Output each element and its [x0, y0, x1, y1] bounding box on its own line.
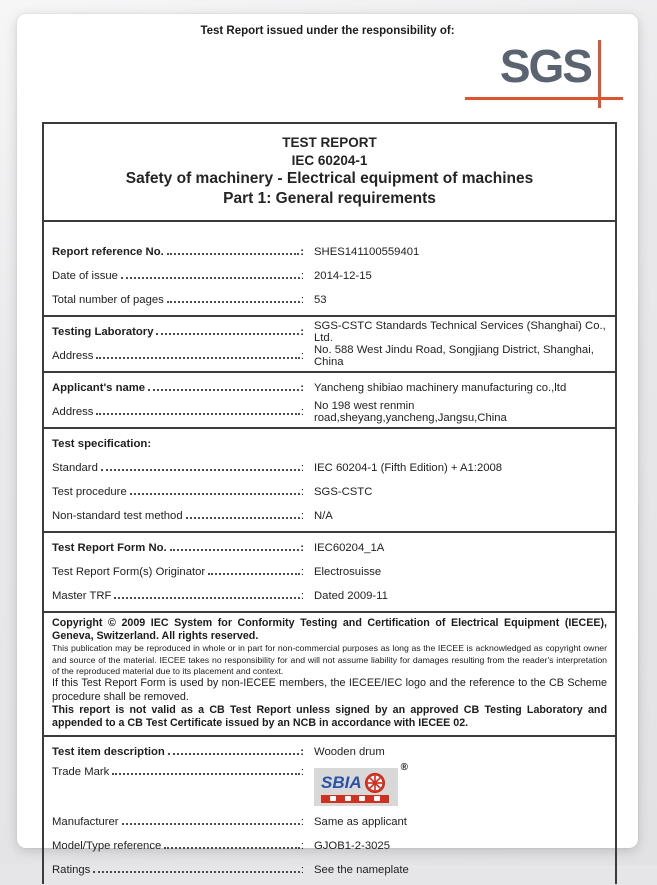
trademark-banner: [321, 795, 389, 803]
colon: :: [300, 462, 304, 475]
report-field-row: [52, 740, 607, 764]
field-value: N/A: [314, 510, 333, 523]
colon: :: [300, 765, 304, 778]
report-field-row: [52, 376, 607, 400]
section-testing-laboratory: [44, 315, 615, 371]
dot-leader: [156, 333, 299, 335]
dot-leader: [101, 469, 300, 471]
section-report-reference: [44, 220, 615, 315]
copyright-paragraph: If this Test Report Form is used by non-IECEE members, the IECEE/IEC logo and the reference to the CB Scheme procedure shall be removed.: [52, 677, 607, 703]
document-page: [17, 14, 638, 876]
title-line: IEC 60204-1: [291, 152, 368, 168]
section-test-specification: [44, 427, 615, 531]
report-field-row: [52, 761, 607, 810]
field-label-text: Applicant's name: [52, 382, 146, 395]
colon: :: [300, 486, 304, 499]
field-label: [52, 326, 304, 338]
sgs-logo: [463, 40, 623, 112]
colon: :: [300, 510, 304, 523]
colon: :: [300, 326, 304, 339]
field-value: 2014-12-15: [314, 270, 372, 283]
report-field-row: [52, 320, 607, 344]
field-label-text: Test procedure: [52, 486, 127, 499]
field-value: IEC 60204-1 (Fifth Edition) + A1:2008: [314, 462, 503, 475]
field-label: [52, 542, 304, 554]
field-label: [52, 486, 304, 498]
report-field-row: [52, 834, 607, 858]
colon: :: [300, 246, 304, 259]
colon: :: [300, 382, 304, 395]
field-value: 53: [314, 294, 327, 307]
field-value: Yancheng shibiao machinery manufacturing co.,ltd: [314, 382, 567, 395]
section-test-report-form: [44, 531, 615, 611]
dot-leader: [96, 413, 299, 415]
report-field-row: [52, 288, 607, 312]
field-label-text: Address: [52, 350, 94, 363]
banner-glyph: [345, 796, 351, 801]
field-label-text: Master TRF: [52, 590, 112, 603]
field-label-text: Model/Type reference: [52, 839, 162, 852]
colon: :: [300, 566, 304, 579]
field-value: Dated 2009-11: [314, 590, 388, 603]
colon: :: [300, 863, 304, 876]
title-line: Safety of machinery - Electrical equipment of machines: [125, 170, 534, 188]
colon: :: [300, 839, 304, 852]
report-field-row: [52, 240, 607, 264]
dot-leader: [122, 823, 300, 825]
field-label-text: Trade Mark: [52, 765, 110, 778]
field-value: GJOB1-2-3025: [314, 839, 390, 852]
field-value: No 198 west renmin road,sheyang,yancheng,Jangsu,China: [314, 400, 507, 425]
banner-glyph: [330, 796, 336, 801]
dot-leader: [168, 753, 299, 755]
field-value: Same as applicant: [314, 815, 407, 828]
colon: :: [300, 590, 304, 603]
field-label: [52, 816, 304, 828]
colon: :: [300, 542, 304, 555]
dot-leader: [148, 389, 299, 391]
dot-leader: [96, 357, 299, 359]
field-label-text: Testing Laboratory: [52, 326, 154, 339]
dot-leader: [130, 493, 300, 495]
trademark-text: SBIA: [321, 773, 362, 793]
field-label: [52, 462, 304, 474]
copyright-paragraph: This report is not valid as a CB Test Report unless signed by an approved CB Testing Laboratory and appended to a CB Test Certificate issued by an NCB in accordance with IECEE 02.: [52, 703, 607, 729]
field-value: SHES141100559401: [314, 246, 420, 259]
banner-glyph: [374, 796, 380, 801]
report-table: [42, 122, 617, 884]
field-value: Wooden drum: [314, 745, 385, 758]
section-heading: [52, 432, 607, 456]
dot-leader: [167, 253, 299, 255]
field-label-text: Address: [52, 406, 94, 419]
banner-glyph: [359, 796, 365, 801]
field-label-text: Total number of pages: [52, 294, 164, 307]
colon: :: [300, 294, 304, 307]
field-label-text: Test item description: [52, 745, 165, 758]
field-value: Electrosuisse: [314, 566, 382, 579]
colon: :: [300, 270, 304, 283]
report-table-body: [44, 220, 615, 884]
colon: :: [300, 815, 304, 828]
report-field-row: [52, 480, 607, 504]
field-label: [52, 864, 304, 876]
report-field-row: [52, 584, 607, 608]
copyright-paragraph: Copyright © 2009 IEC System for Conformity Testing and Certification of Electrical Equipment (IECEE), Geneva, Switzerland. All rights reserved.: [52, 617, 607, 643]
report-field-row: [52, 504, 607, 528]
field-label-text: Date of issue: [52, 270, 118, 283]
field-label: [52, 566, 304, 578]
field-label-text: Non-standard test method: [52, 510, 183, 523]
report-field-row: [52, 456, 607, 480]
sgs-logo-text: SGS: [499, 40, 591, 92]
field-label: [52, 840, 304, 852]
dot-leader: [208, 573, 300, 575]
title-line: Part 1: General requirements: [223, 190, 436, 208]
registered-mark: ®: [400, 761, 408, 773]
field-value: [304, 761, 607, 806]
field-label: [52, 766, 304, 778]
field-label: [52, 294, 304, 306]
report-field-row: [52, 264, 607, 288]
dot-leader: [93, 871, 300, 873]
report-field-row: [52, 858, 607, 882]
dot-leader: [114, 597, 299, 599]
colon: :: [300, 745, 304, 758]
field-label: [52, 746, 304, 758]
field-label: [52, 246, 304, 258]
section-heading-label: Test specification:: [52, 438, 152, 451]
field-value: SGS-CSTC: [314, 486, 373, 499]
section-applicant: [44, 371, 615, 427]
field-label: [52, 510, 304, 522]
header-note: Test Report issued under the responsibility of:: [200, 25, 455, 37]
colon: :: [300, 406, 304, 419]
report-field-row: [52, 536, 607, 560]
dot-leader: [164, 847, 300, 849]
field-label-text: Standard: [52, 462, 98, 475]
field-value: No. 588 West Jindu Road, Songjiang District, Shanghai, China: [314, 344, 594, 369]
field-label: [52, 590, 304, 602]
trademark-logo: [314, 761, 408, 806]
copyright-paragraph: This publication may be reproduced in whole or in part for non-commercial purposes as long as the IECEE is acknowledged as copyright owner and source of the material. IECEE takes no responsibility for and will not assume liability for damages resulting from the reader's interpretation of the reproduced material due to its placement and context.: [52, 643, 607, 677]
field-label-text: Ratings: [52, 863, 91, 876]
field-label-text: Report reference No.: [52, 246, 164, 259]
drum-wheel-icon: [364, 772, 386, 794]
dot-leader: [186, 517, 300, 519]
field-label-text: Test Report Form No.: [52, 542, 167, 555]
report-field-row: [52, 810, 607, 834]
section-test-item: [44, 735, 615, 885]
title-block: [44, 124, 615, 220]
title-line: TEST REPORT: [282, 135, 377, 150]
report-field-row: [52, 400, 607, 424]
field-label-text: Test Report Form(s) Originator: [52, 566, 206, 579]
field-label-text: Manufacturer: [52, 815, 119, 828]
colon: :: [300, 350, 304, 363]
field-value: IEC60204_1A: [314, 542, 385, 555]
field-label: [52, 382, 304, 394]
field-label: [52, 350, 304, 362]
dot-leader: [170, 549, 300, 551]
section-copyright: [44, 611, 615, 734]
trademark-main: [321, 772, 389, 794]
sgs-logo-vertical-line: [598, 40, 601, 108]
dot-leader: [121, 277, 300, 279]
report-field-row: [52, 560, 607, 584]
field-label: [52, 270, 304, 282]
dot-leader: [167, 301, 300, 303]
field-label: [52, 406, 304, 418]
report-field-row: [52, 344, 607, 368]
field-value: SGS-CSTC Standards Technical Services (Shanghai) Co., Ltd.: [314, 320, 606, 345]
dot-leader: [112, 773, 300, 775]
field-value: See the nameplate: [314, 863, 409, 876]
